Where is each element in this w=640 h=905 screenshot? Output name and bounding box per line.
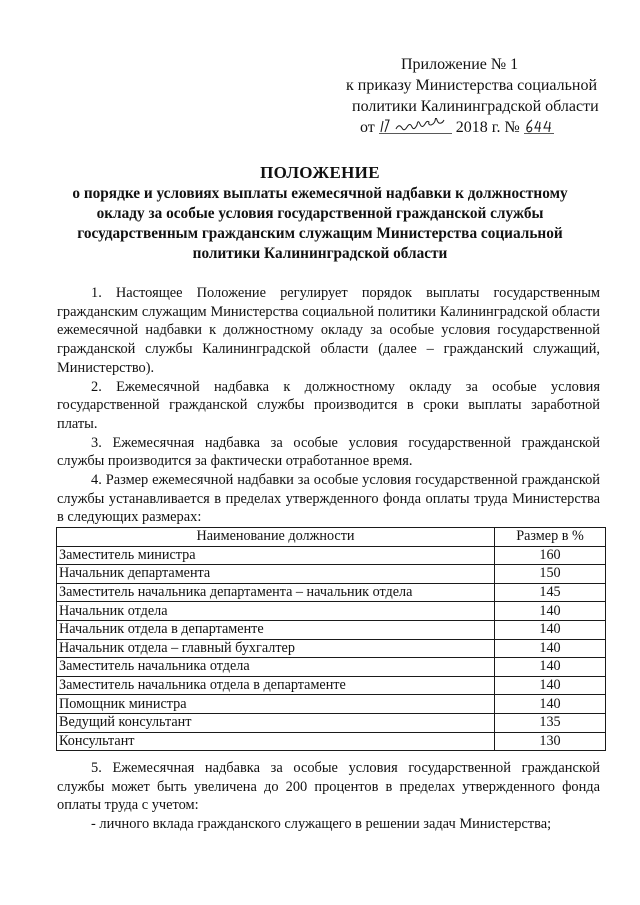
position-percent: 145 bbox=[495, 583, 606, 602]
table-row bbox=[57, 732, 606, 751]
position-name: Начальник отдела – главный бухгалтер bbox=[57, 639, 495, 658]
position-name: Заместитель начальника департамента – начальник отдела bbox=[57, 583, 495, 602]
appendix-date-line bbox=[310, 117, 600, 138]
position-name: Ведущий консультант bbox=[57, 713, 495, 732]
paragraph-5: 5. Ежемесячная надбавка за особые условия государственной гражданской службы может быть увеличена до 200 процентов в пределах утвержденного фонда оплаты труда с учетом: bbox=[57, 760, 600, 814]
position-name: Начальник отдела в департаменте bbox=[57, 620, 495, 639]
body-top bbox=[57, 284, 600, 527]
appendix-ministry: политики Калининградской области bbox=[352, 98, 599, 115]
position-percent: 140 bbox=[495, 658, 606, 677]
header-position: Наименование должности bbox=[57, 528, 495, 547]
position-percent: 140 bbox=[495, 676, 606, 695]
appendix-number: Приложение № 1 bbox=[401, 56, 519, 73]
positions-table bbox=[56, 527, 606, 751]
table-row bbox=[57, 713, 606, 732]
handwritten-date bbox=[379, 118, 452, 135]
table-header-row bbox=[57, 528, 606, 547]
header-percent: Размер в % bbox=[495, 528, 606, 547]
appendix-order-ref: к приказу Министерства социальной bbox=[346, 77, 598, 94]
position-name: Заместитель начальника отдела bbox=[57, 658, 495, 677]
position-percent: 130 bbox=[495, 732, 606, 751]
position-name: Заместитель начальника отдела в департаменте bbox=[57, 676, 495, 695]
positions-table-wrap bbox=[56, 527, 606, 751]
table-row bbox=[57, 639, 606, 658]
paragraph-4: 4. Размер ежемесячной надбавки за особые условия государственной гражданской службы устанавливается в пределах утвержденного фонда оплаты труда Министерства в следующих размерах: bbox=[57, 472, 600, 526]
table-row bbox=[57, 658, 606, 677]
position-percent: 140 bbox=[495, 695, 606, 714]
paragraph-1: 1. Настоящее Положение регулирует порядок выплаты государственным гражданским служащим Министерства социальной политики Калининградской области ежемесячной надбавки к должностному окладу за особые условия государственной гражданской службы Калининградской области (далее – гражданский служащий, Министерство). bbox=[57, 285, 600, 376]
paragraph-2: 2. Ежемесячной надбавка к должностному окладу за особые условия государственной гражданской службы производится в сроки выплаты заработной платы. bbox=[57, 378, 600, 432]
position-percent: 140 bbox=[495, 620, 606, 639]
appendix-header bbox=[310, 54, 600, 138]
document-title: ПОЛОЖЕНИЕ bbox=[260, 163, 380, 182]
date-prefix: от bbox=[360, 119, 375, 136]
table-row bbox=[57, 602, 606, 621]
number-prefix: № bbox=[504, 119, 520, 136]
position-name: Помощник министра bbox=[57, 695, 495, 714]
position-percent: 160 bbox=[495, 546, 606, 565]
bullet-personal-contribution: - личного вклада гражданского служащего в решении задач Министерства; bbox=[91, 816, 552, 833]
paragraph-3: 3. Ежемесячная надбавка за особые условия государственной гражданской службы производится за фактически отработанное время. bbox=[57, 434, 600, 470]
position-name: Заместитель министра bbox=[57, 546, 495, 565]
title-block bbox=[60, 162, 580, 264]
position-percent: 140 bbox=[495, 602, 606, 621]
position-name: Начальник отдела bbox=[57, 602, 495, 621]
table-row bbox=[57, 620, 606, 639]
body-bottom bbox=[57, 759, 600, 834]
handwritten-number bbox=[524, 118, 554, 135]
table-row bbox=[57, 695, 606, 714]
table-row bbox=[57, 583, 606, 602]
position-percent: 150 bbox=[495, 565, 606, 584]
position-name: Начальник департамента bbox=[57, 565, 495, 584]
document-subtitle: о порядке и условиях выплаты ежемесячной надбавки к должностному окладу за особые условия государственной гражданской службы государственным гражданским служащим Министерства социальной политики Калининградской области bbox=[72, 185, 568, 262]
date-year: 2018 г. bbox=[455, 119, 501, 136]
position-name: Консультант bbox=[57, 732, 495, 751]
table-row bbox=[57, 676, 606, 695]
position-percent: 135 bbox=[495, 713, 606, 732]
table-row bbox=[57, 546, 606, 565]
table-row bbox=[57, 565, 606, 584]
position-percent: 140 bbox=[495, 639, 606, 658]
